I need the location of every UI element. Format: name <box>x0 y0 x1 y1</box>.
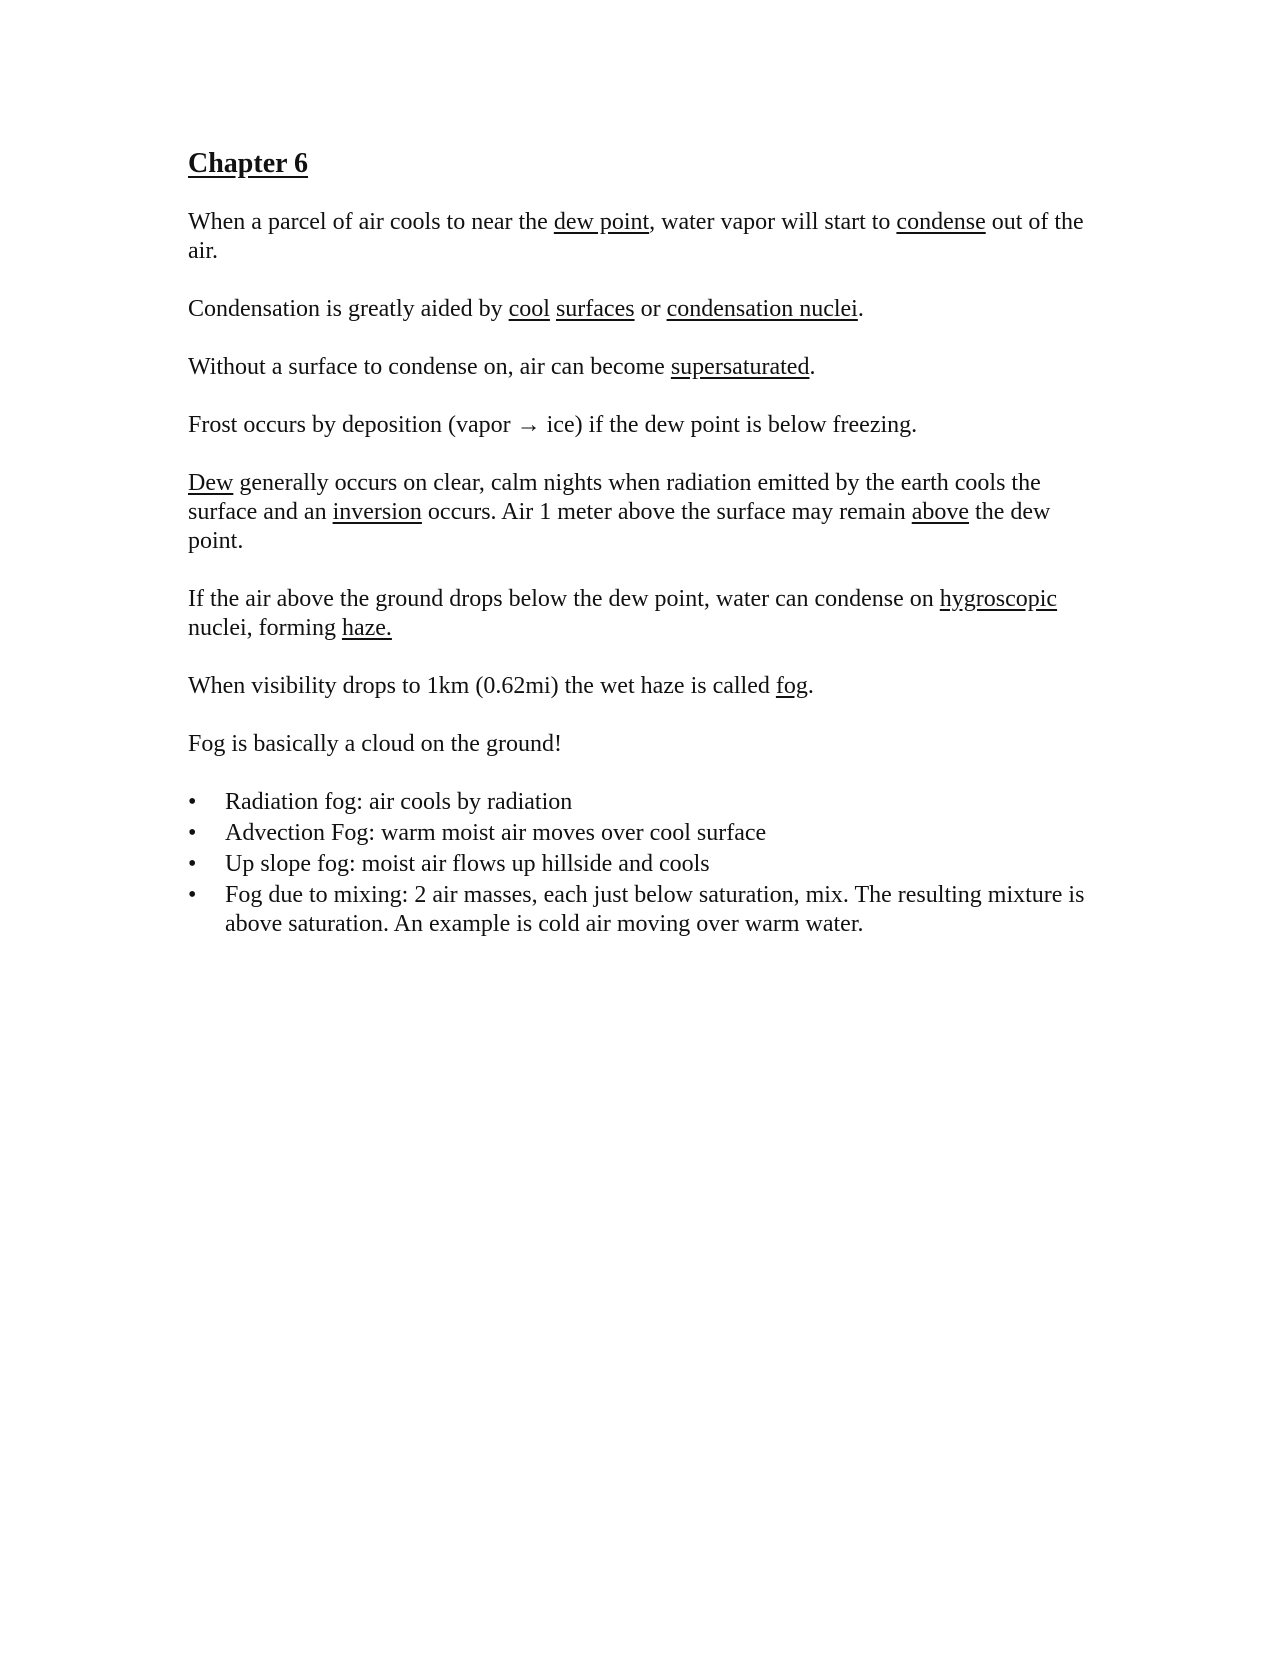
underlined-term: inversion <box>332 499 422 525</box>
text-run: , water vapor will start to <box>649 209 897 235</box>
fog-types-list <box>188 788 1108 939</box>
list-item-text: Up slope fog: moist air flows up hillside and cools <box>225 851 710 877</box>
text-run: out of the air. <box>188 209 1084 264</box>
bullet-icon: • <box>188 789 197 815</box>
paragraph-dew <box>188 469 1108 556</box>
list-item-text: Fog due to mixing: 2 air masses, each just below saturation, mix. The resulting mixture is above saturation. An example is cold air moving over warm water. <box>225 882 1085 937</box>
list-item <box>188 850 1108 879</box>
underlined-term: surfaces <box>555 296 635 322</box>
underlined-term: haze. <box>341 615 392 641</box>
underlined-term: condense <box>896 209 986 235</box>
page-title: Chapter 6 <box>188 148 309 179</box>
paragraph-condensation <box>188 295 1108 324</box>
paragraph-frost: Frost occurs by deposition (vapor → ice) if the dew point is below freezing. <box>188 412 918 438</box>
bullet-icon: • <box>188 851 197 877</box>
list-item <box>188 881 1108 939</box>
list-item-text: Radiation fog: air cools by radiation <box>225 789 573 815</box>
underlined-term: cool <box>508 296 550 322</box>
text-run: Without a surface to condense on, air can become <box>188 354 671 380</box>
paragraph-fog-cloud: Fog is basically a cloud on the ground! <box>188 731 562 757</box>
text-run: When a parcel of air cools to near the <box>188 209 554 235</box>
underlined-term: Dew <box>188 470 234 496</box>
text-run: generally occurs on clear, calm nights when radiation emitted by the earth cools the surface and an <box>188 470 1041 525</box>
paragraph-supersaturated <box>188 353 1108 382</box>
text-run: nuclei, forming <box>188 615 342 641</box>
text-run: Condensation is greatly aided by <box>188 296 509 322</box>
text-run: . <box>857 296 864 322</box>
underlined-term: supersaturated <box>670 354 810 380</box>
list-item <box>188 819 1108 848</box>
bullet-icon: • <box>188 882 197 908</box>
text-run: If the air above the ground drops below the dew point, water can condense on <box>188 586 940 612</box>
document-content <box>188 146 1108 941</box>
text-run: When visibility drops to 1km (0.62mi) the wet haze is called <box>188 673 776 699</box>
paragraph-dew-point <box>188 208 1108 266</box>
list-item <box>188 788 1108 817</box>
underlined-term: dew point <box>553 209 650 235</box>
text-run: occurs. Air 1 meter above the surface may remain <box>421 499 912 525</box>
text-run: the dew point. <box>188 499 1051 554</box>
underlined-term: above <box>911 499 970 525</box>
paragraph-haze <box>188 585 1108 643</box>
text-run: or <box>634 296 667 322</box>
bullet-icon: • <box>188 820 197 846</box>
paragraph-fog-definition <box>188 672 1108 701</box>
underlined-term: fog <box>775 673 808 699</box>
text-run: . <box>809 354 816 380</box>
underlined-term: hygroscopic <box>939 586 1058 612</box>
underlined-term: condensation nuclei <box>666 296 858 322</box>
list-item-text: Advection Fog: warm moist air moves over cool surface <box>225 820 767 846</box>
text-run: . <box>807 673 814 699</box>
